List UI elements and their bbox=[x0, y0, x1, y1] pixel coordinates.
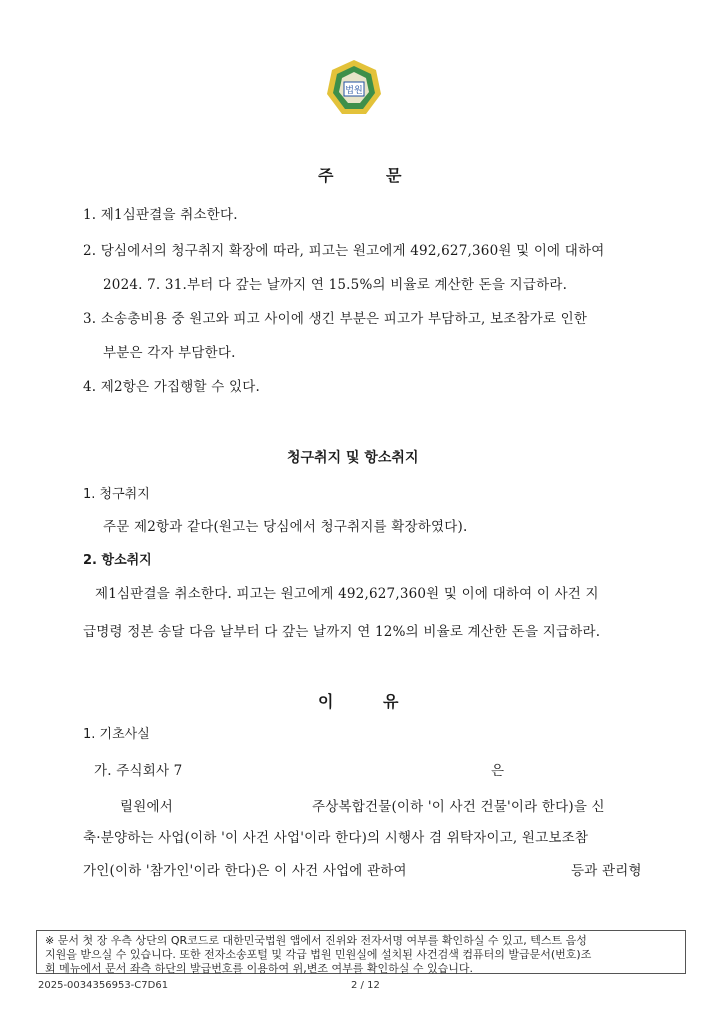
doc-number: 2025-0034356953-C7D61 bbox=[38, 980, 169, 991]
reasons-line-1b: 은 bbox=[491, 763, 505, 779]
reasons-line-1a: 가. 주식회사 7 bbox=[94, 763, 183, 779]
claims-sub-1: 1. 청구취지 bbox=[83, 487, 150, 502]
reasons-title-left: 이 bbox=[318, 692, 334, 711]
claims-title: 청구취지 및 항소취지 bbox=[287, 450, 419, 466]
claims-sub-2-line-1: 제1심판결을 취소한다. 피고는 원고에게 492,627,360원 및 이에 대하여 이 사건 지 bbox=[95, 586, 599, 602]
order-item-3-cont: 부분은 각자 부담한다. bbox=[103, 345, 236, 361]
order-item-3: 3. 소송총비용 중 원고와 피고 사이에 생긴 부분은 피고가 부담하고, 보조참가로 인한 bbox=[83, 311, 588, 327]
order-item-2: 2. 당심에서의 청구취지 확장에 따라, 피고는 원고에게 492,627,360원 및 이에 대하여 bbox=[83, 243, 605, 259]
claims-sub-1-text: 주문 제2항과 같다(원고는 당심에서 청구취지를 확장하였다). bbox=[103, 519, 468, 535]
notice-line-2: 지원을 받으실 수 있습니다. 또한 전자소송포털 및 각급 법원 민원실에 설치된 사건검색 컴퓨터의 발급문서(번호)조 bbox=[45, 948, 592, 961]
reasons-line-4b: 등과 관리형 bbox=[571, 863, 642, 879]
order-title-right: 문 bbox=[386, 166, 402, 185]
reasons-title-right: 유 bbox=[383, 692, 399, 711]
claims-sub-2: 2. 항소취지 bbox=[83, 553, 152, 568]
reasons-line-2a: 릴원에서 bbox=[120, 799, 173, 815]
order-title-left: 주 bbox=[318, 166, 334, 185]
claims-sub-2-line-2: 급명령 정본 송달 다음 날부터 다 갚는 날까지 연 12%의 비율로 계산한 돈을 지급하라. bbox=[83, 624, 601, 640]
seal-text: 법원 bbox=[345, 86, 363, 96]
reasons-sub-1: 1. 기초사실 bbox=[83, 727, 150, 742]
notice-line-1: ※ 문서 첫 장 우측 상단의 QR코드로 대한민국법원 앱에서 진위와 전자서명 여부를 확인하실 수 있고, 텍스트 음성 bbox=[45, 934, 587, 947]
order-item-2-cont: 2024. 7. 31.부터 다 갚는 날까지 연 15.5%의 비율로 계산한 돈을 지급하라. bbox=[103, 277, 568, 293]
reasons-line-4a: 가인(이하 '참가인'이라 한다)은 이 사건 사업에 관하여 bbox=[83, 863, 407, 879]
reasons-line-3: 축·분양하는 사업(이하 '이 사건 사업'이라 한다)의 시행사 겸 위탁자이고, 원고보조참 bbox=[83, 830, 589, 846]
reasons-line-2b: 주상복합건물(이하 '이 사건 건물'이라 한다)을 신 bbox=[312, 799, 605, 815]
court-seal-icon bbox=[326, 58, 382, 118]
page-number: 2 / 12 bbox=[351, 980, 380, 991]
order-item-1: 1. 제1심판결을 취소한다. bbox=[83, 207, 238, 223]
order-item-4: 4. 제2항은 가집행할 수 있다. bbox=[83, 379, 260, 395]
verification-notice bbox=[36, 930, 686, 974]
notice-line-3: 회 메뉴에서 문서 좌측 하단의 발급번호를 이용하여 위,변조 여부를 확인하실 수 있습니다. bbox=[45, 962, 473, 975]
